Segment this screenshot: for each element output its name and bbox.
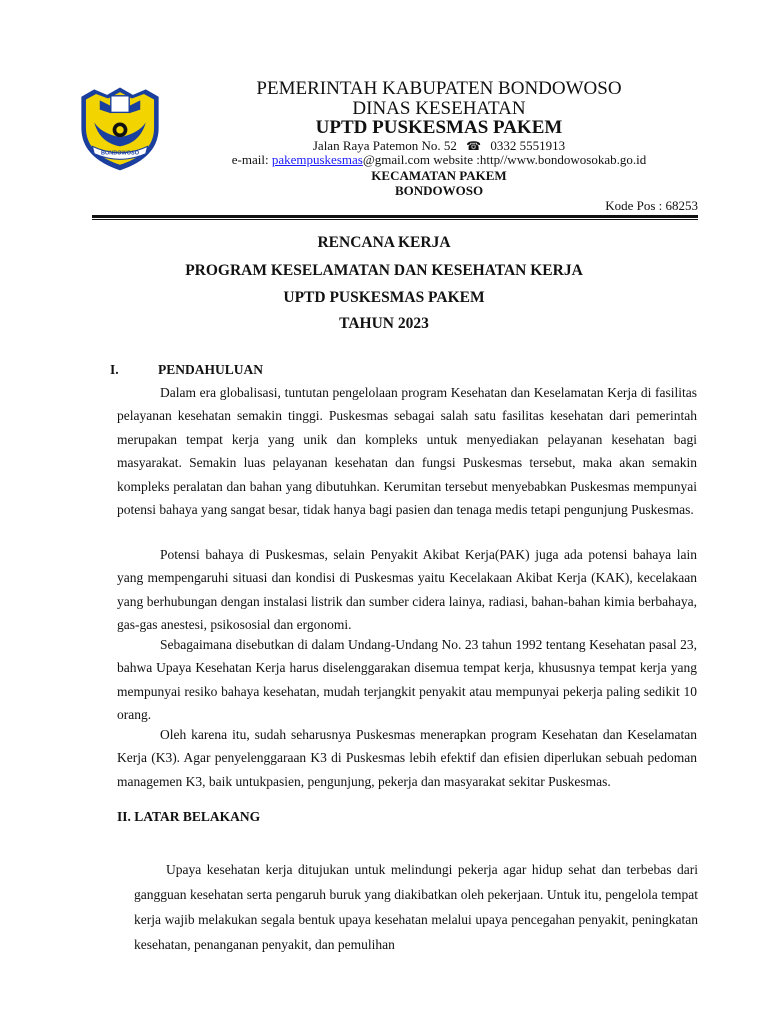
postal-code: Kode Pos : 68253 xyxy=(605,198,698,213)
letterhead-divider-thin xyxy=(92,219,698,220)
email-link[interactable]: pakempuskesmas xyxy=(271,152,363,167)
logo-ribbon-text: BONDOWOSO xyxy=(101,150,139,157)
document-title-line-2: PROGRAM KESELAMATAN DAN KESEHATAN KERJA xyxy=(185,262,583,279)
email-prefix: e-mail: xyxy=(231,152,272,167)
letterhead-government: PEMERINTAH KABUPATEN BONDOWOSO xyxy=(256,78,622,99)
letterhead-email-line xyxy=(0,152,768,168)
body-paragraph: Oleh karena itu, sudah seharusnya Puskesmas menerapkan program Kesehatan dan Keselamatan Kerja (K3). Agar penyelenggaraan K3 di Puskesmas lebih efektif dan efisien diperlukan sebuah pedoman managemen K3, baik untukpasien, pengunjung, pekerja dan masyarakat sekitar Puskesmas. xyxy=(117,727,697,789)
letterhead-phone: 0332 5551913 xyxy=(490,138,566,153)
section-heading-pendahuluan: PENDAHULUAN xyxy=(158,362,264,377)
letterhead-address: Jalan Raya Patemon No. 52 xyxy=(312,138,457,153)
document-title-line-3: UPTD PUSKESMAS PAKEM xyxy=(283,289,485,306)
telephone-icon: ☎ xyxy=(466,139,482,153)
body-paragraph: Potensi bahaya di Puskesmas, selain Penyakit Akibat Kerja(PAK) juga ada potensi bahaya lain yang mempengaruhi situasi dan kondisi di Puskesmas yaitu Kecelakaan Akibat Kerja (KAK), kecelakaan yang berhubungan dengan instalasi listrik dan sumber cidera lainya, radiasi, bahan-bahan kimia berbahaya, gas-gas anestesi, psikososial dan ergonomi. xyxy=(117,547,697,633)
body-paragraph: Sebagaimana disebutkan di dalam Undang-Undang No. 23 tahun 1992 tentang Kesehatan pasal 23, bahwa Upaya Kesehatan Kerja harus diselenggarakan disemua tempat kerja, khususnya tempat kerja yang mempunyai resiko bahaya kesehatan, mudah terjangkit penyakit atau mempunyai pekerja paling sedikit 10 orang. xyxy=(117,637,697,723)
body-paragraph: Upaya kesehatan kerja ditujukan untuk melindungi pekerja agar hidup sehat dan terbebas dari gangguan kesehatan serta pengaruh buruk yang diakibatkan oleh pekerjaan. Untuk itu, pengelola tempat kerja wajib melakukan segala bentuk upaya kesehatan melalui upaya pencegahan penyakit, peningkatan kesehatan, penanganan penyakit, dan pemulihan xyxy=(134,862,698,952)
letterhead-unit: UPTD PUSKESMAS PAKEM xyxy=(315,117,563,138)
document-title-line-1: RENCANA KERJA xyxy=(317,234,451,251)
email-rest: @gmail.com website :http//www.bondowosokab.go.id xyxy=(362,152,647,167)
section-heading-latar-belakang: II. LATAR BELAKANG xyxy=(117,809,261,824)
document-title-line-4: TAHUN 2023 xyxy=(339,315,429,332)
body-paragraph: Dalam era globalisasi, tuntutan pengelolaan program Kesehatan dan Keselamatan Kerja di fasilitas pelayanan kesehatan semakin tinggi. Puskesmas sebagai salah satu fasilitas kesehatan dari pemerintah merupakan tempat kerja yang unik dan kompleks untuk menyediakan pelayanan kesehatan bagi masyarakat. Semakin luas pelayanan kesehatan dan fungsi Puskesmas tersebut, maka akan semakin kompleks peralatan dan bahan yang dibutuhkan. Kerumitan tersebut menyebabkan Puskesmas mempunyai potensi bahaya yang sangat besar, tidak hanya bagi pasien dan tenaga medis tetapi pengunjung Puskesmas. xyxy=(117,385,697,518)
section-number: I. xyxy=(110,362,119,377)
letterhead-department: DINAS KESEHATAN xyxy=(352,98,526,119)
letterhead-kecamatan: KECAMATAN PAKEM xyxy=(371,168,507,183)
letterhead-kabupaten: BONDOWOSO xyxy=(394,183,484,198)
letterhead-divider-thick xyxy=(92,215,698,218)
